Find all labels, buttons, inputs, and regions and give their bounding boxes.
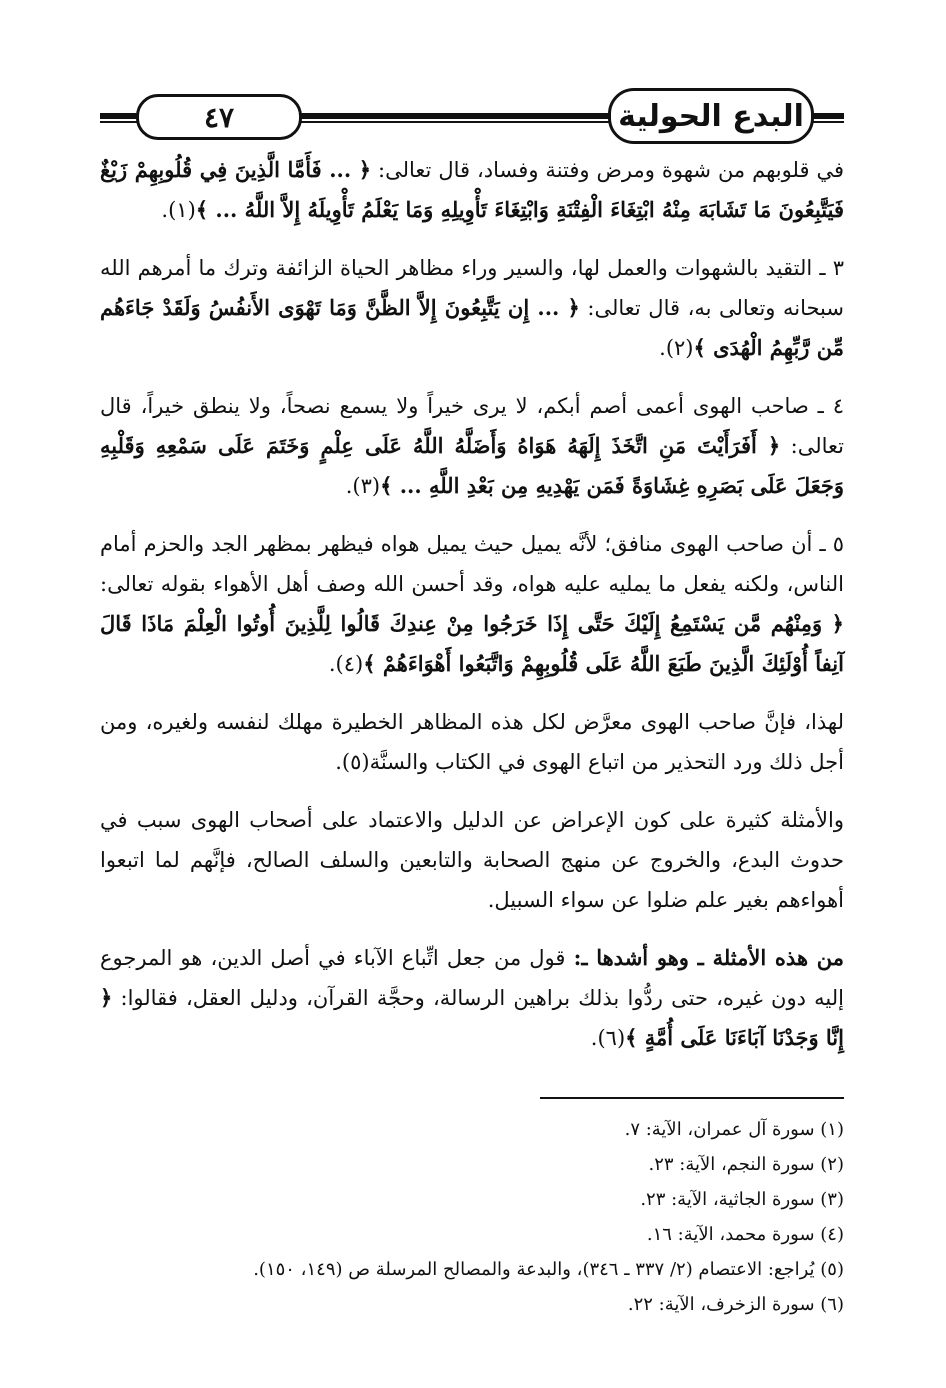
footnote-1: (١) سورة آل عمران، الآية: ٧. (624, 1119, 844, 1140)
paragraph-1 (100, 150, 844, 230)
quran-verse: ﴿ أَفَرَأَيْتَ مَنِ اتَّخَذَ إِلَهَهُ هَوَاهُ وَأَضَلَّهُ اللَّهُ عَلَى عِلْمٍ وَخَتَمَ عَلَى سَمْعِهِ وَقَلْبِهِ وَجَعَلَ عَلَى بَصَرِهِ غِشَاوَةً فَمَن يَهْدِيهِ مِن بَعْدِ اللَّهِ ... ﴾ (100, 433, 844, 498)
quran-verse: ﴿ وَمِنْهُم مَّن يَسْتَمِعُ إِلَيْكَ حَتَّى إِذَا خَرَجُوا مِنْ عِندِكَ قَالُوا لِلَّذِينَ أُوتُوا الْعِلْمَ مَاذَا قَالَ آنِفاً أُوْلَئِكَ الَّذِينَ طَبَعَ اللَّهُ عَلَى قُلُوبِهِمْ وَاتَّبَعُوا أَهْوَاءَهُمْ ﴾ (100, 611, 844, 676)
page-header (100, 80, 844, 150)
paragraph-text: ٣ ـ التقيد بالشهوات والعمل لها، والسير وراء مظاهر الحياة الزائفة وترك ما أمرهم الله سبحانه وتعالى به، قال تعالى: (100, 256, 844, 320)
paragraph-4 (100, 524, 844, 684)
quran-verse: ﴿ إِنَّا وَجَدْنَا آبَاءَنَا عَلَى أُمَّةٍ ﴾ (100, 985, 844, 1050)
footnote-ref: (٢). (659, 336, 694, 360)
footnote-ref: (٤). (328, 652, 364, 676)
footnote-6: (٦) سورة الزخرف، الآية: ٢٢. (627, 1294, 844, 1315)
paragraph-2 (100, 248, 844, 368)
paragraph-lead: من هذه الأمثلة ـ وهو أشدها ـ: (573, 945, 845, 970)
footnote-2: (٢) سورة النجم، الآية: ٢٣. (648, 1154, 844, 1175)
footnote-3: (٣) سورة الجاثية، الآية: ٢٣. (640, 1189, 844, 1210)
page-number: ٤٧ (136, 94, 302, 140)
paragraph-6: والأمثلة كثيرة على كون الإعراض عن الدليل والاعتماد على أصحاب الهوى سبب في حدوث البدع، والخروج عن منهج الصحابة والتابعين والسلف الصالح، فإنَّهم لما اتبعوا أهواءهم بغير علم ضلوا عن سواء السبيل. (100, 808, 845, 912)
footnote-ref: (٣). (345, 474, 381, 498)
running-title: البدع الحولية (608, 88, 814, 144)
paragraph-text: قول من جعل اتِّباع الآباء في أصل الدين، هو المرجوع إليه دون غيره، حتى ردُّوا بذلك براهين الرسالة، وحجَّة القرآن، ودليل العقل، فقالوا: (100, 946, 844, 1010)
footnote-ref: (١). (161, 198, 196, 222)
footnotes (100, 1112, 844, 1322)
paragraph-7 (100, 938, 844, 1058)
footnote-4: (٤) سورة محمد، الآية: ١٦. (646, 1224, 844, 1245)
footnote-separator (540, 1097, 844, 1099)
paragraph-5: لهذا، فإنَّ صاحب الهوى معرَّض لكل هذه المظاهر الخطيرة مهلك لنفسه ولغيره، ومن أجل ذلك ورد التحذير من اتباع الهوى في الكتاب والسنَّة(٥). (100, 710, 844, 774)
footnote-5: (٥) يُراجع: الاعتصام (٢/ ٣٣٧ ـ ٣٤٦)، والبدعة والمصالح المرسلة ص (١٤٩، ١٥٠). (253, 1259, 844, 1280)
paragraph-3 (100, 386, 844, 506)
paragraph-text: ٥ ـ أن صاحب الهوى منافق؛ لأنَّه يميل حيث يميل هواه فيظهر بمظهر الجد والحزم أمام الناس، ولكنه يفعل ما يمليه عليه هواه، وقد أحسن الله وصف أهل الأهواء بقوله تعالى: (100, 532, 844, 596)
quran-verse: ﴿ ... إِن يَتَّبِعُونَ إِلاَّ الظَّنَّ وَمَا تَهْوَى الأَنفُسُ وَلَقَدْ جَاءَهُم مِّن رَّبِّهِمُ الْهُدَى ﴾ (100, 295, 844, 360)
main-text (100, 150, 844, 1076)
paragraph-text: في قلوبهم من شهوة ومرض وفتنة وفساد، قال تعالى: (371, 158, 844, 182)
paragraph-text: ٤ ـ صاحب الهوى أعمى أصم أبكم، لا يرى خيراً ولا يسمع نصحاً، ولا ينطق خيراً، قال تعالى: (100, 394, 844, 458)
footnote-ref: (٦). (590, 1026, 626, 1050)
quran-verse: ﴿ ... فَأَمَّا الَّذِينَ فِي قُلُوبِهِمْ زَيْغٌ فَيَتَّبِعُونَ مَا تَشَابَهَ مِنْهُ ابْتِغَاءَ الْفِتْنَةِ وَابْتِغَاءَ تَأْوِيلِهِ وَمَا يَعْلَمُ تَأْوِيلَهُ إِلاَّ اللَّهُ ... ﴾ (100, 157, 844, 222)
